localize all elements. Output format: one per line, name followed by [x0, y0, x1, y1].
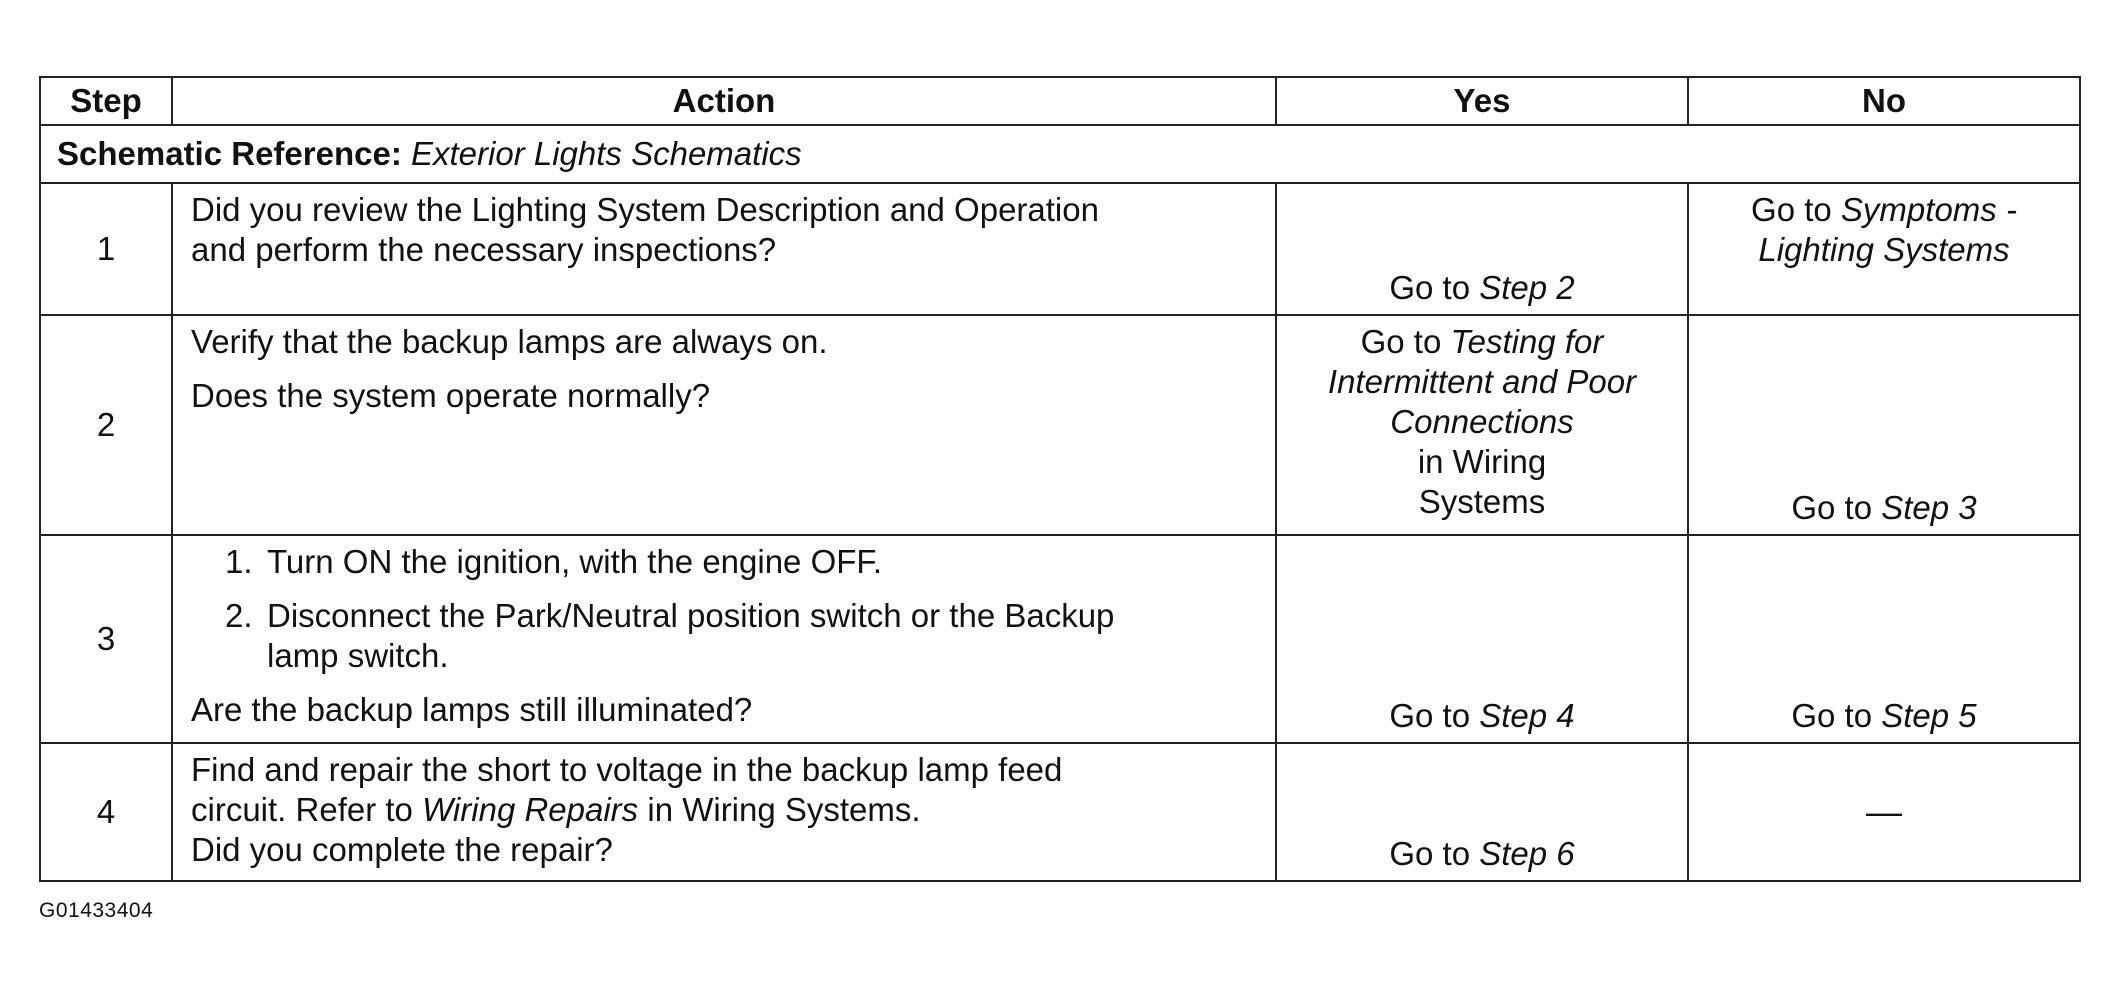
yes-prefix: Go to: [1360, 323, 1451, 360]
yes-result: [1328, 322, 1636, 522]
yes-cell: [1276, 743, 1688, 881]
no-prefix: Go to: [1791, 697, 1882, 734]
yes-result: [1389, 268, 1574, 308]
step-number: 4: [40, 743, 172, 881]
action-text-prefix: circuit. Refer to: [191, 791, 423, 828]
action-text: Find and repair the short to voltage in the backup lamp feed: [191, 751, 1063, 788]
list-item-text: lamp switch.: [267, 637, 449, 674]
schematic-reference-cell: [40, 125, 2080, 183]
figure-id: G01433404: [39, 899, 154, 922]
action-text-suffix: in Wiring Systems.: [638, 791, 921, 828]
action-text: Verify that the backup lamps are always on.: [191, 323, 828, 360]
yes-suffix: Systems: [1418, 483, 1546, 520]
yes-step-link[interactable]: Step 2: [1479, 269, 1575, 306]
no-link[interactable]: Lighting Systems: [1758, 231, 2010, 268]
yes-prefix: Go to: [1389, 269, 1480, 306]
step-number: 3: [40, 535, 172, 743]
no-prefix: Go to: [1751, 191, 1841, 228]
header-yes: Yes: [1276, 77, 1688, 125]
no-result: [1791, 696, 1976, 736]
wiring-repairs-link[interactable]: Wiring Repairs: [422, 791, 639, 828]
yes-prefix: Go to: [1389, 697, 1480, 734]
list-item: [225, 596, 1257, 676]
step-number: 2: [40, 315, 172, 535]
schematic-reference-row: [40, 125, 2080, 183]
yes-cell: [1276, 183, 1688, 315]
yes-link[interactable]: Testing for: [1450, 323, 1604, 360]
list-item-number: 1.: [225, 543, 253, 580]
yes-link[interactable]: Connections: [1390, 403, 1574, 440]
header-row: [40, 77, 2080, 125]
no-result: [1791, 488, 1976, 528]
schematic-reference-link[interactable]: Exterior Lights Schematics: [411, 135, 802, 172]
header-no: No: [1688, 77, 2080, 125]
yes-result: [1389, 696, 1574, 736]
no-cell: [1688, 743, 2080, 881]
yes-link[interactable]: Intermittent and Poor: [1327, 363, 1637, 400]
table-row: [40, 183, 2080, 315]
action-question: Are the backup lamps still illuminated?: [191, 691, 753, 728]
no-result-dash: —: [1866, 791, 1902, 832]
no-cell: [1688, 315, 2080, 535]
action-cell: [172, 535, 1276, 743]
action-text: Did you review the Lighting System Description and Operation: [191, 191, 1099, 228]
action-question: Did you complete the repair?: [191, 831, 613, 868]
schematic-reference-label: Schematic Reference:: [57, 135, 402, 172]
header-action: Action: [172, 77, 1276, 125]
no-cell: [1688, 183, 2080, 315]
list-item-text: Turn ON the ignition, with the engine OFF.: [267, 543, 883, 580]
yes-result: [1389, 834, 1574, 874]
list-item-number: 2.: [225, 597, 253, 634]
action-steps-list: [191, 542, 1257, 676]
step-number: 1: [40, 183, 172, 315]
action-text: [191, 790, 1257, 830]
table-row: [40, 743, 2080, 881]
action-cell: [172, 743, 1276, 881]
yes-suffix: in Wiring: [1417, 443, 1547, 480]
no-cell: [1688, 535, 2080, 743]
action-question: Does the system operate normally?: [191, 377, 711, 414]
no-step-link[interactable]: Step 5: [1881, 697, 1977, 734]
list-item-text: Disconnect the Park/Neutral position switch or the Backup: [267, 597, 1115, 634]
action-cell: [172, 315, 1276, 535]
no-prefix: Go to: [1791, 489, 1882, 526]
header-step: Step: [40, 77, 172, 125]
no-step-link[interactable]: Step 3: [1881, 489, 1977, 526]
table-row: [40, 315, 2080, 535]
action-cell: [172, 183, 1276, 315]
yes-cell: [1276, 535, 1688, 743]
no-result: [1751, 190, 2017, 270]
yes-step-link[interactable]: Step 4: [1479, 697, 1575, 734]
yes-prefix: Go to: [1389, 835, 1480, 872]
table-row: [40, 535, 2080, 743]
diagnostic-table: [39, 76, 2081, 882]
action-text: and perform the necessary inspections?: [191, 231, 777, 268]
no-link[interactable]: Symptoms -: [1840, 191, 2017, 228]
yes-cell: [1276, 315, 1688, 535]
yes-step-link[interactable]: Step 6: [1479, 835, 1575, 872]
list-item: [225, 542, 1257, 582]
